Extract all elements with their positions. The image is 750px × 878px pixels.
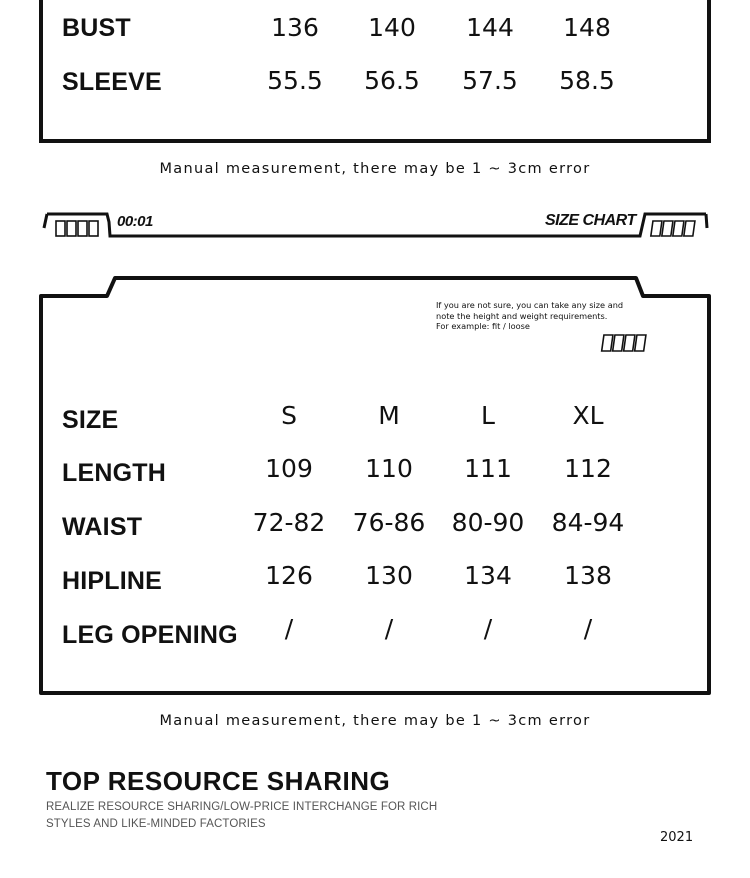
tip-box-glyphs xyxy=(602,335,646,351)
hipline-xl-value: 138 xyxy=(564,561,612,590)
row-label-size: SIZE xyxy=(62,406,119,434)
length-s-value: 109 xyxy=(265,454,313,483)
header-left-code: 00:01 xyxy=(117,213,153,230)
sleeve-s-value: 55.5 xyxy=(267,66,323,95)
size-m: M xyxy=(378,401,400,430)
footer-year: 2021 xyxy=(660,830,694,845)
waist-l-value: 80-90 xyxy=(451,508,525,537)
size-l: L xyxy=(481,401,495,430)
tip-line-1: If you are not sure, you can take any size and xyxy=(436,300,624,310)
tip-line-3: For example: fit / loose xyxy=(436,321,530,331)
bust-s-value: 136 xyxy=(271,13,319,42)
waist-s-value: 72-82 xyxy=(252,508,326,537)
row-label-hipline: HIPLINE xyxy=(62,567,163,595)
leg-opening-m-value: / xyxy=(384,614,394,643)
footer-subtitle-line-2: STYLES AND LIKE-MINDED FACTORIES xyxy=(46,818,266,830)
bust-xl-value: 148 xyxy=(563,13,611,42)
size-s: S xyxy=(281,401,297,430)
waist-m-value: 76-86 xyxy=(352,508,426,537)
size-tip xyxy=(436,300,636,332)
measurement-note-bottom: Manual measurement, there may be 1 ~ 3cm error xyxy=(159,713,591,729)
waist-xl-value: 84-94 xyxy=(551,508,625,537)
length-m-value: 110 xyxy=(365,454,413,483)
sleeve-m-value: 56.5 xyxy=(364,66,420,95)
sleeve-l-value: 57.5 xyxy=(462,66,518,95)
row-label-bust: BUST xyxy=(62,14,131,42)
measurement-note-top: Manual measurement, there may be 1 ~ 3cm error xyxy=(159,161,591,177)
hipline-l-value: 134 xyxy=(464,561,512,590)
tip-line-2: note the height and weight requirements. xyxy=(436,310,608,321)
footer-title: TOP RESOURCE SHARING xyxy=(46,766,391,796)
row-label-waist: WAIST xyxy=(62,513,143,541)
leg-opening-xl-value: / xyxy=(583,614,593,643)
size-chart-title: SIZE CHART xyxy=(545,212,636,229)
footer-subtitle-line-1: REALIZE RESOURCE SHARING/LOW-PRICE INTERCHANGE FOR RICH xyxy=(46,801,438,813)
row-label-sleeve: SLEEVE xyxy=(62,68,162,96)
row-label-length: LENGTH xyxy=(62,459,166,487)
right-box-glyphs xyxy=(651,221,695,236)
left-box-glyphs xyxy=(56,221,98,236)
sleeve-xl-value: 58.5 xyxy=(559,66,615,95)
leg-opening-s-value: / xyxy=(284,614,294,643)
length-l-value: 111 xyxy=(464,454,512,483)
hipline-m-value: 130 xyxy=(365,561,413,590)
leg-opening-l-value: / xyxy=(483,614,493,643)
row-label-leg-opening: LEG OPENING xyxy=(62,621,238,649)
length-xl-value: 112 xyxy=(564,454,612,483)
bust-l-value: 144 xyxy=(466,13,514,42)
hipline-s-value: 126 xyxy=(265,561,313,590)
size-xl: XL xyxy=(572,401,604,430)
bust-m-value: 140 xyxy=(368,13,416,42)
